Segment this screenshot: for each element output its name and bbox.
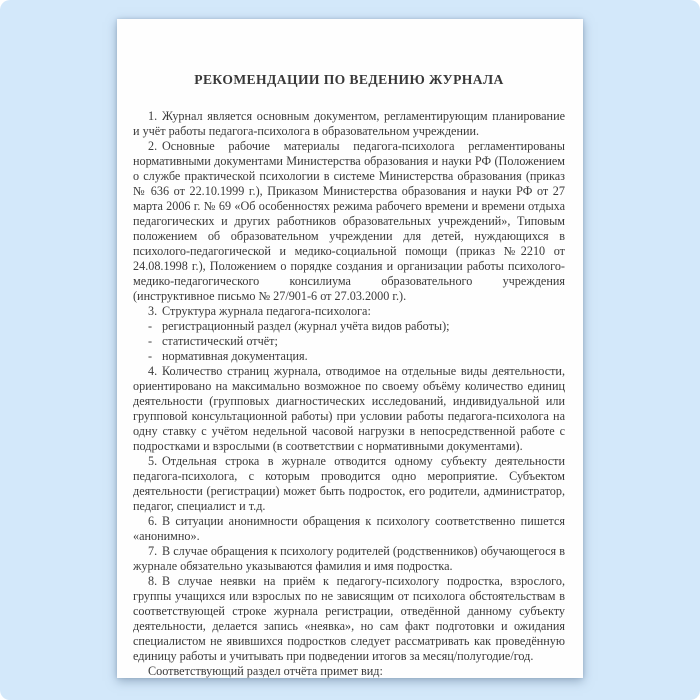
paragraph: [133, 364, 565, 454]
paragraph-text: Структура журнала педагога-психолога:: [162, 304, 371, 318]
paragraph-number: 4.: [148, 364, 158, 378]
paragraph: [133, 514, 565, 544]
paragraph-text: В случае неявки на приём к педагогу-психологу подростка, взрослого, группы учащихся или взрослых по не зависящим от психолога обстоятельствам в соответствующей строке журнала регистрации, отведённой данному субъекту деятельности, делается запись «неявка», но сам факт подготовки и ожидания специалистом не явившихся подростков следует рассматривать как проведённую единицу работы и учитывать при подведении итогов за месяц/полугодие/год.: [133, 574, 565, 663]
paragraph-text: Журнал является основным документом, регламентирующим планирование и учёт работы педагога-психолога в образовательном учреждении.: [133, 109, 565, 138]
paragraph: [133, 544, 565, 574]
paragraph-text: В случае обращения к психологу родителей (родственников) обучающегося в журнале обязательно указываются фамилия и имя подростка.: [133, 544, 565, 573]
list-item: [133, 319, 565, 334]
paragraph: [133, 574, 565, 664]
dash-bullet: -: [148, 349, 153, 363]
paragraph: [133, 109, 565, 139]
dash-bullet: -: [148, 334, 153, 348]
paragraph-number: 7.: [148, 544, 158, 558]
list-item: [133, 334, 565, 349]
paragraph-number: 8.: [148, 574, 158, 588]
paragraph: [133, 139, 565, 304]
list-item-text: нормативная документация.: [162, 349, 308, 363]
paragraph-number: 1.: [148, 109, 158, 123]
paragraph-text: В ситуации анонимности обращения к психологу соответственно пишется «анонимно».: [133, 514, 565, 543]
paragraph-number: 6.: [148, 514, 158, 528]
document-body: [133, 109, 565, 678]
paragraph-number: 2.: [148, 139, 158, 153]
document-title: РЕКОМЕНДАЦИИ ПО ВЕДЕНИЮ ЖУРНАЛА: [194, 72, 504, 87]
paragraph: [133, 454, 565, 514]
paragraph-text: Отдельная строка в журнале отводится одному субъекту деятельности педагога-психолога, с которым проводится одно мероприятие. Субъектом деятельности (регистрации) может быть подросток, его родители, администратор, педагог, специалист и т.д.: [133, 454, 565, 513]
dash-bullet: -: [148, 319, 153, 333]
paragraph-text: Количество страниц журнала, отводимое на отдельные виды деятельности, ориентировано на максимально возможное по своему объёму количество единиц деятельности (групповых диагностических исследований, индивидуальной или групповой консультационной работы) при условии работы педагога-психолога на одну ставку с учётом недельной часовой нагрузки в непосредственной работе с подростками и взрослыми (в соответствии с нормативными документами).: [133, 364, 565, 453]
list-item: [133, 349, 565, 364]
closing-line: [133, 664, 565, 678]
list-item-text: статистический отчёт;: [162, 334, 278, 348]
paragraph: [133, 304, 565, 319]
paragraph-text: Основные рабочие материалы педагога-психолога регламентированы нормативными документами Министерства образования и науки РФ (Положением о службе практической психологии в системе Министерства образования (приказ № 636 от 22.10.1999 г.), Приказом Министерства образования и науки РФ от 27 марта 2006 г. № 69 «Об особенностях режима рабочего времени и времени отдыха педагогических и других работников образовательных учреждений», Типовым положением об образовательном учреждении для детей, нуждающихся в психолого-педагогической и медико-социальной помощи (приказ №2210 от 24.08.1998 г.), Положением о порядке создания и организации работы психолого-медико-педагогического консилиума образовательного учреждения (инструктивное письмо № 27/901-6 от 27.03.2000 г.).: [133, 139, 565, 303]
paragraph-number: 5.: [148, 454, 158, 468]
document-page: [117, 19, 583, 678]
paragraph-number: 3.: [148, 304, 158, 318]
list-item-text: регистрационный раздел (журнал учёта видов работы);: [162, 319, 450, 333]
closing-line-text: Соответствующий раздел отчёта примет вид:: [148, 664, 383, 678]
